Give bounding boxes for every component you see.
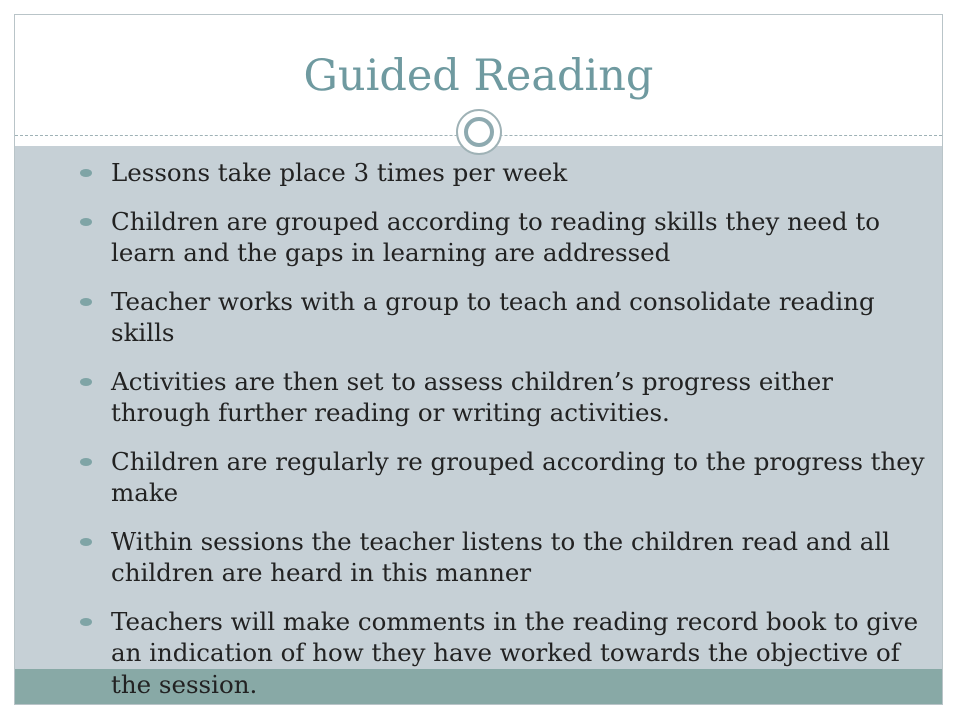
circle-ornament-inner: [464, 117, 494, 147]
bullet-item: Children are regularly re grouped according to the progress they make: [80, 446, 930, 509]
bullet-item: Children are grouped according to reading skills they need to learn and the gaps in learning are addressed: [80, 206, 930, 269]
bullet-item: Teachers will make comments in the reading record book to give an indication of how they have worked towards the objective of the session.: [80, 606, 930, 701]
bullet-item: Lessons take place 3 times per week: [80, 157, 930, 189]
slide-title: Guided Reading: [303, 51, 654, 101]
bullet-item: Activities are then set to assess children’s progress either through further reading or writing activities.: [80, 366, 930, 429]
bullet-item: Within sessions the teacher listens to the children read and all children are heard in this manner: [80, 526, 930, 589]
bullet-item: Teacher works with a group to teach and consolidate reading skills: [80, 286, 930, 349]
bullet-list: [80, 157, 930, 705]
slide-frame: [14, 14, 943, 705]
circle-ornament-icon: [456, 109, 502, 155]
